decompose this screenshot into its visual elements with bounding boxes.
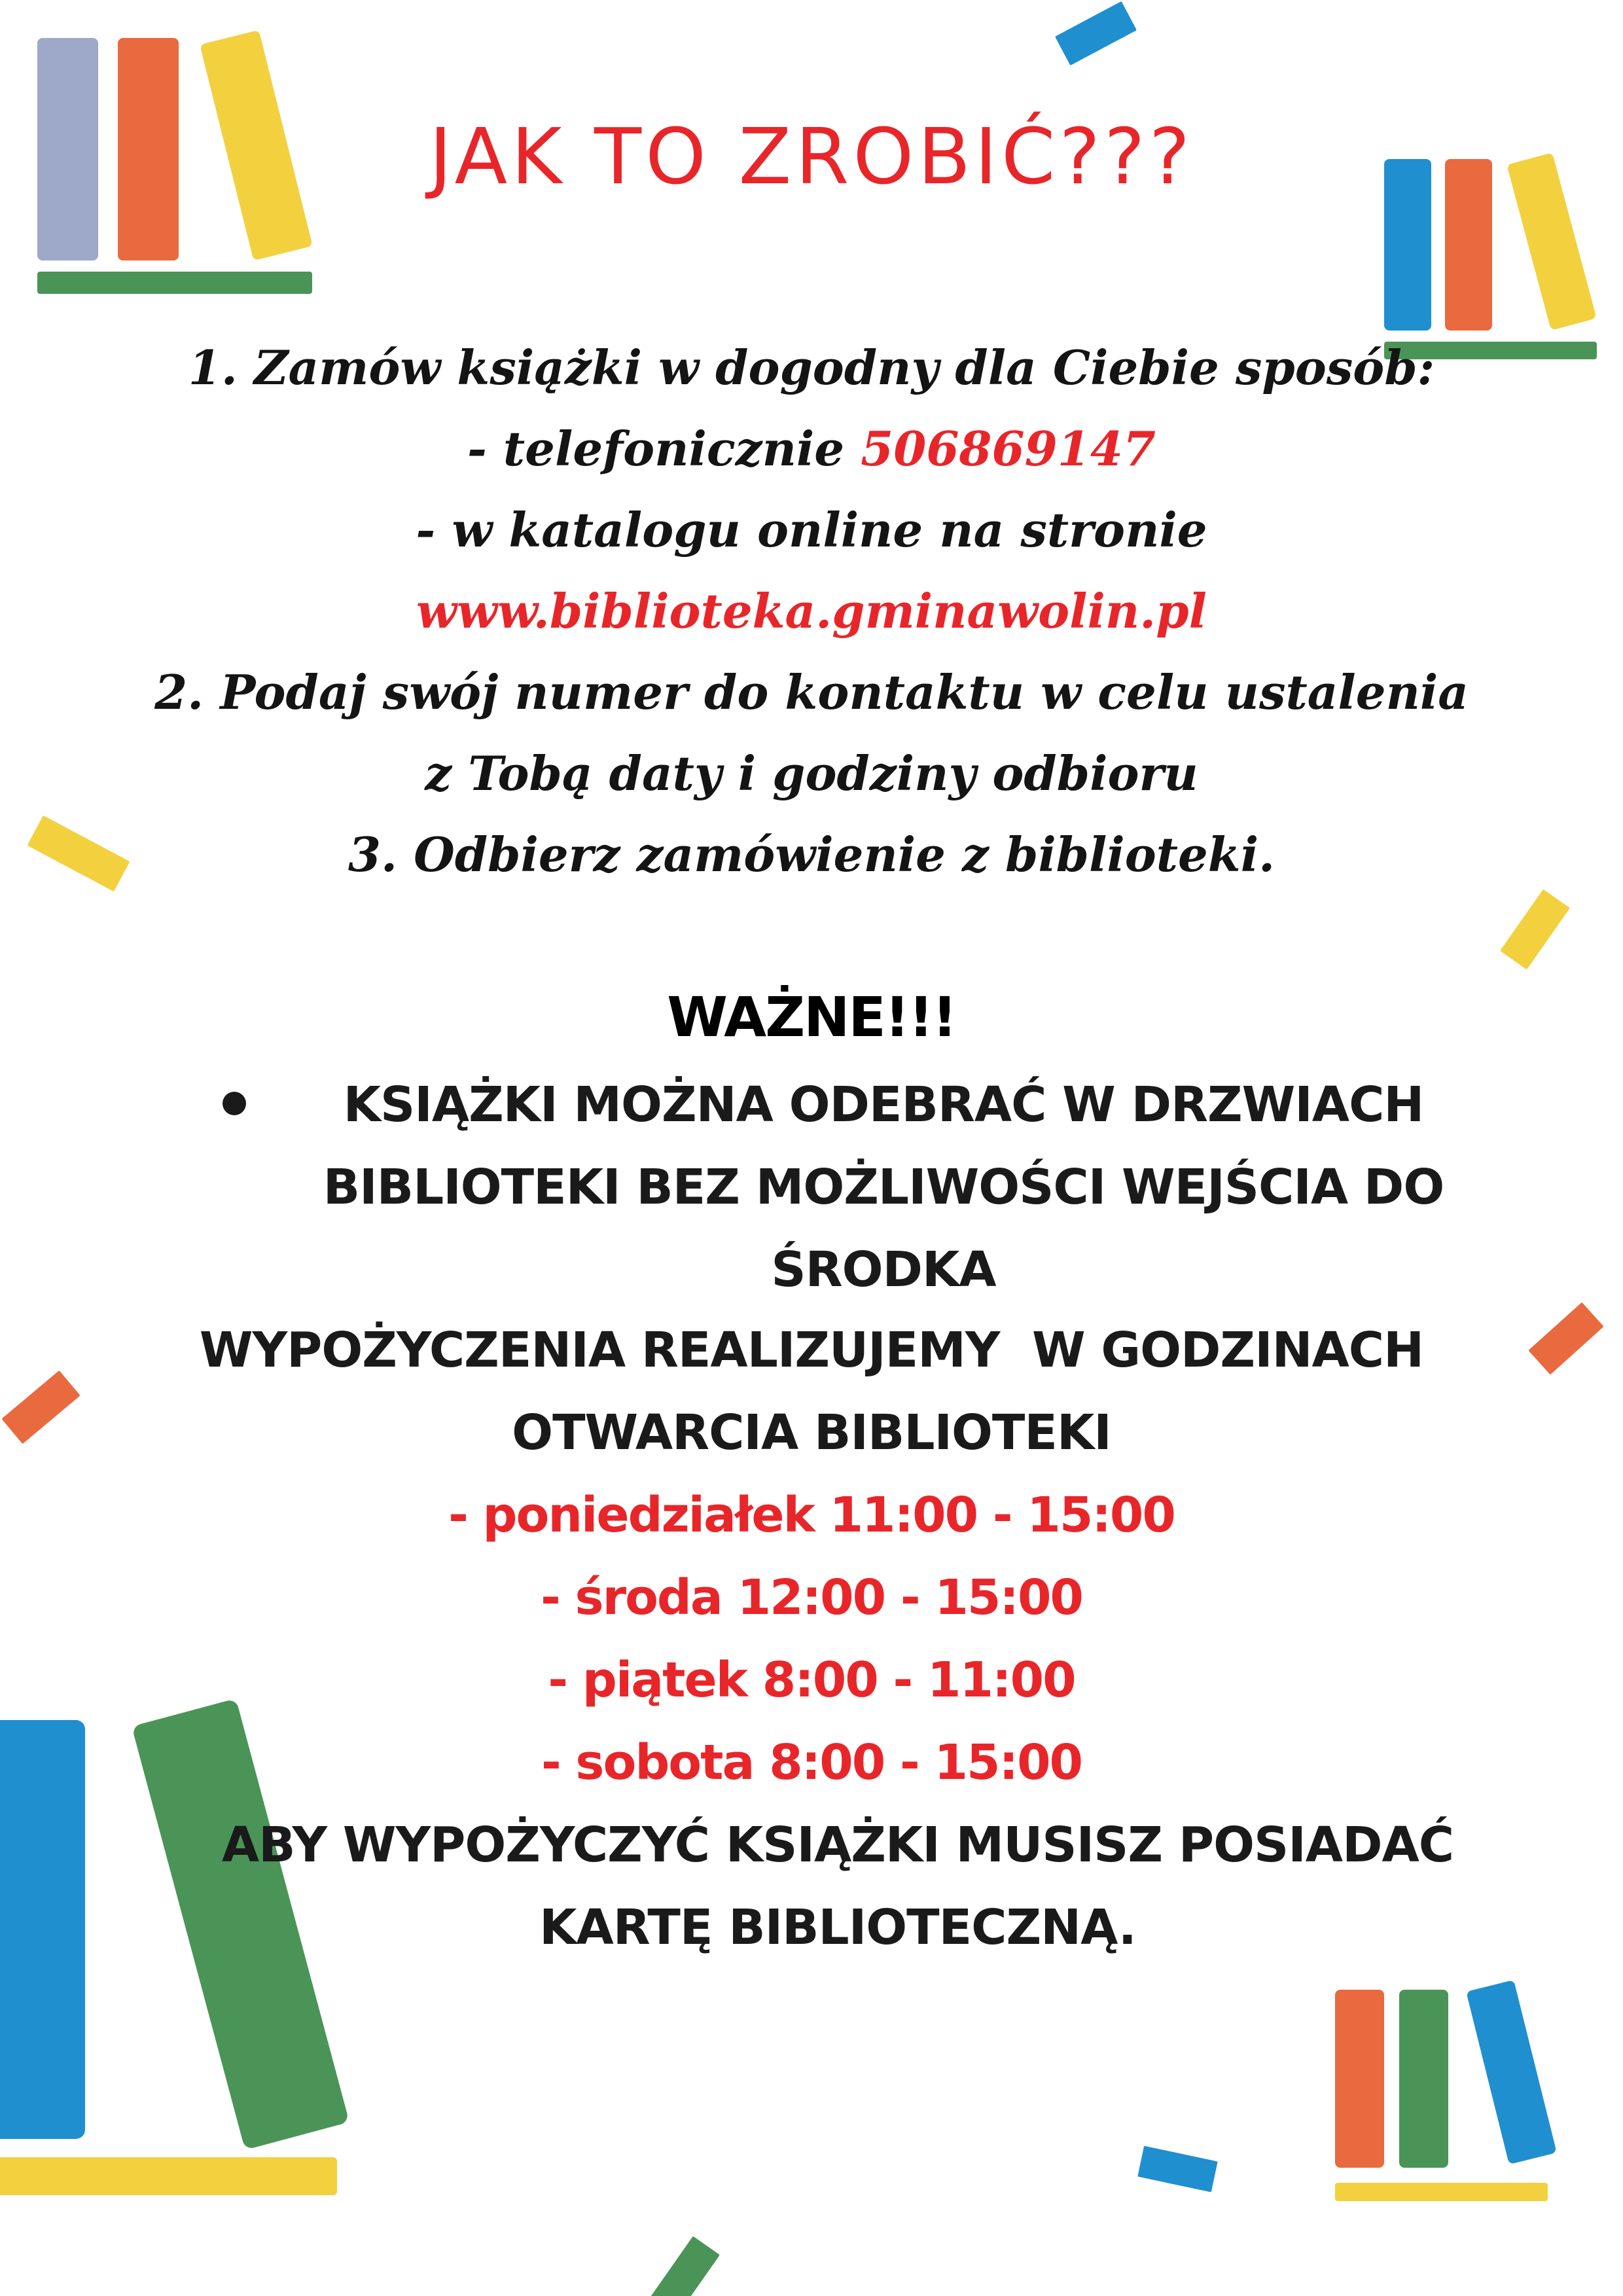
card-requirement-line-2: KARTĘ BIBLIOTECZNĄ. bbox=[539, 1899, 1136, 1956]
step-1: 1. Zamów książki w dogodny dla Ciebie sposób: bbox=[188, 340, 1435, 395]
book-blue-leaning bbox=[1466, 1980, 1557, 2164]
step-2-line-2: z Tobą daty i godziny odbioru bbox=[425, 745, 1198, 801]
page-title: JAK TO ZROBIĆ??? bbox=[429, 111, 1194, 202]
notice-line-1: KSIĄŻKI MOŻNA ODEBRAĆ W DRZWIACH bbox=[343, 1077, 1424, 1133]
confetti-blue bbox=[1055, 1, 1137, 65]
confetti-green bbox=[648, 2236, 720, 2296]
hours-monday: - poniedziałek 11:00 - 15:00 bbox=[448, 1487, 1175, 1543]
confetti-yellow bbox=[1500, 889, 1570, 970]
hours-wednesday: - środa 12:00 - 15:00 bbox=[541, 1570, 1082, 1626]
important-heading: WAŻNE!!! bbox=[667, 985, 956, 1049]
card-requirement-line-1: ABY WYPOŻYCZYĆ KSIĄŻKI MUSISZ POSIADAĆ bbox=[221, 1817, 1454, 1873]
phone-line bbox=[0, 408, 1623, 490]
shelf-green bbox=[37, 272, 312, 294]
shelf-yellow bbox=[0, 2157, 337, 2195]
phone-number[interactable]: 506869147 bbox=[861, 421, 1156, 476]
hours-friday: - piątek 8:00 - 11:00 bbox=[548, 1652, 1075, 1708]
step-3: 3. Odbierz zamówienie z biblioteki. bbox=[348, 827, 1275, 882]
hours-intro-line-2: OTWARCIA BIBLIOTEKI bbox=[512, 1405, 1111, 1461]
opening-hours-section bbox=[0, 1309, 1623, 1969]
phone-label: - telefonicznie bbox=[467, 421, 861, 476]
catalog-line: - w katalogu online na stronie bbox=[416, 502, 1207, 558]
bullet-icon bbox=[223, 1092, 246, 1115]
instructions-list bbox=[0, 327, 1623, 895]
notice-line-2: BIBLIOTEKI BEZ MOŻLIWOŚCI WEJŚCIA DO bbox=[323, 1159, 1444, 1215]
book-orange bbox=[1335, 1990, 1384, 2168]
step-2-line-1: 2. Podaj swój numer do kontaktu w celu ustalenia bbox=[154, 664, 1469, 720]
shelf-yellow bbox=[1335, 2183, 1548, 2201]
notice-line-3: ŚRODKA bbox=[771, 1242, 996, 1298]
hours-saturday: - sobota 8:00 - 15:00 bbox=[541, 1734, 1082, 1791]
book-green bbox=[1399, 1990, 1448, 2168]
confetti-blue bbox=[1137, 2146, 1217, 2193]
hours-intro-line-1: WYPOŻYCZENIA REALIZUJEMY W GODZINACH bbox=[199, 1322, 1424, 1378]
pickup-notice bbox=[321, 1064, 1446, 1311]
website-link[interactable]: www.biblioteka.gminawolin.pl bbox=[416, 583, 1207, 639]
